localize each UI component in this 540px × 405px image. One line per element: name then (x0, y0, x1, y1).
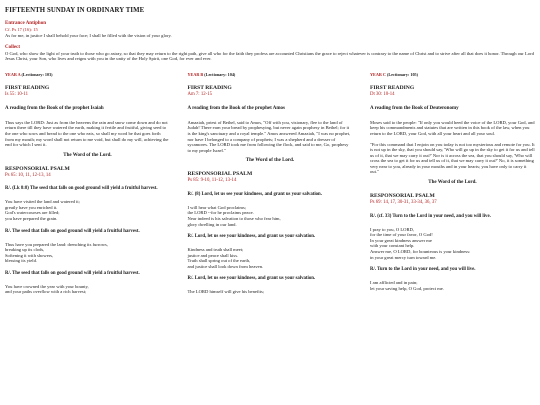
entrance-antiphon (5, 21, 535, 38)
first-reading-title: A reading from the Book of the prophet Amos (187, 105, 286, 111)
year-header (188, 72, 353, 77)
psalm-verse: I will hear what God proclaims; the LORD --for he proclaims peace. Near indeed is his salvation to those who fear him, glory dwelling in our land. (187, 204, 281, 227)
first-reading-ref: Am 7: 12-15 (187, 91, 213, 97)
psalm-verse: Kindness and truth shall meet; justice and peace shall kiss. Truth shall spring out of the earth, and justice shall look down from heaven. (187, 247, 264, 269)
year-label: YEAR C (370, 71, 386, 77)
psalm-ref: Ps 69: 14, 17, 30-31, 33-34, 36, 37 (370, 199, 437, 205)
entrance-antiphon-ref: Cf. Ps 17 (16): 15 (5, 27, 38, 33)
psalm-response: R/. Turn to the Lord in your need, and you will live. (370, 267, 476, 273)
entrance-antiphon-text: As for me, in justice I shall behold your face; I shall be filled with the vision of your glory. (5, 32, 172, 38)
psalm-verse: I am afflicted and in pain; let your saving help, O God, protect me. (370, 280, 444, 291)
collect-text: O God, who show the light of your truth to those who go astray, so that they may return to the right path, give all who for the faith they profess are accounted Christians the grace to reject whatever is contrary to the name of Christ and to strive after all that does it honor. Through our Lord Jesus Christ, your Son, who lives and reigns with you in the unity of the Holy Spirit, one God, for ever and ever. (5, 50, 534, 62)
readings-columns (5, 72, 535, 302)
first-reading-paragraph: "For this command that I enjoin on you today is not too mysterious and remote for you. It is not up in the sky, that you should say, 'Who will go up in the sky to get it for us and tell us of it, that we may carry it out?' Nor is it across the sea, that you should say, 'Who will cross the sea to get it for us and tell us of it, that we may carry it out?' No, it is something very near to you, already in your mouths and in your hearts; you have only to carry it out." (370, 141, 535, 175)
first-reading-ref: Is 55: 10-11 (5, 91, 29, 97)
psalm-response: R/. The seed that falls on good ground will yield a fruitful harvest. (5, 228, 140, 234)
psalm-heading: RESPONSORIAL PSALM (5, 165, 70, 172)
entrance-antiphon-label: Entrance Antiphon (5, 21, 46, 27)
column-year-b (188, 72, 353, 302)
psalm-response: R/. Lord, let us see your kindness, and grant us your salvation. (187, 234, 316, 240)
year-header (5, 72, 170, 77)
year-label: YEAR A (5, 71, 21, 77)
first-reading-heading: FIRST READING (5, 84, 50, 91)
lectionary-page (5, 5, 535, 302)
psalm-ref: Ps 65: 10, 11, 12-13, 14 (5, 172, 51, 178)
psalm-verse: I pray to you, O LORD, for the time of your favor, O God! In your great kindness answer me with your constant help. Answer me, O LORD, for bounteous is your kindness: in your great mercy turn toward me. (370, 226, 471, 260)
column-year-c (370, 72, 535, 302)
word-of-the-lord: The Word of the Lord. (428, 180, 477, 186)
first-reading-paragraph: Amaziah, priest of Bethel, said to Amos, "Off with you, visionary, flee to the land of Judah! There earn your bread by prophesying, but never again prophesy in Bethel; for it is the king's sanctuary and a royal temple." Amos answered Amaziah, "I was no prophet, nor have I belonged to a company of prophets; I was a shepherd and a dresser of sycamores. The LORD took me from following the flock, and said to me, Go, prophesy to my people Israel." (187, 119, 351, 153)
lectionary-number: (Lectionary: 104) (204, 71, 236, 77)
column-year-a (5, 72, 170, 302)
psalm-verse: Thus have you prepared the land: drenching its furrows, breaking up its clods, Softening it with showers, blessing its yield. (5, 241, 108, 264)
year-header (370, 72, 535, 77)
word-of-the-lord: The Word of the Lord. (245, 158, 295, 164)
lectionary-number: (Lectionary: 103) (21, 71, 53, 77)
word-of-the-lord: The Word of the Lord. (63, 152, 112, 158)
first-reading-heading: FIRST READING (370, 84, 415, 91)
psalm-verse: You have crowned the year with your bounty, and your paths overflow with a rich harvest; (5, 283, 89, 295)
psalm-response: R/. (cf. 33) Turn to the Lord in your need, and you will live. (370, 213, 491, 219)
first-reading-ref: Dt 30: 10-14 (370, 91, 395, 97)
first-reading-title: A reading from the Book of Deuteronomy (370, 105, 459, 111)
psalm-verse: The LORD himself will give his benefits; (187, 289, 265, 295)
psalm-response: R/. Lord, let us see your kindness, and grant us your salvation. (187, 276, 316, 282)
psalm-verse: You have visited the land and watered it; greatly have you enriched it. God's watercourses are filled; you have prepared the grain. (5, 199, 80, 222)
year-label: YEAR B (187, 71, 204, 77)
first-reading-heading: FIRST READING (187, 84, 232, 91)
psalm-response: R/. The seed that falls on good ground will yield a fruitful harvest. (5, 270, 140, 276)
psalm-heading: RESPONSORIAL PSALM (370, 193, 435, 200)
first-reading-title: A reading from the Book of the prophet Isaiah (5, 105, 104, 111)
psalm-heading: RESPONSORIAL PSALM (187, 171, 253, 178)
psalm-response: R/. (8) Lord, let us see your kindness, and grant us your salvation. (187, 192, 322, 198)
psalm-ref: Ps 85: 9-10, 11-12, 13-14 (187, 178, 237, 184)
lectionary-number: (Lectionary: 105) (386, 71, 419, 77)
collect-label: Collect (5, 44, 20, 50)
psalm-response: R/. (Lk 8:8) The seed that falls on good ground will yield a fruitful harvest. (5, 186, 158, 192)
collect (5, 45, 535, 62)
first-reading-paragraph: Moses said to the people: "If only you would heed the voice of the LORD, your God, and keep his commandments and statutes that are written in this book of the law, when you return to the LORD, your God, with all your heart and all your soul. (370, 119, 535, 136)
first-reading-paragraph: Thus says the LORD: Just as from the heavens the rain and snow come down and do not return there till they have watered the earth, making it fertile and fruitful, giving seed to the one who sows and bread to the one who eats, so shall my word be that goes forth from my mouth; my word shall not return to me void, but shall do my will, achieving the end for which I sent it. (5, 119, 169, 148)
page-title: FIFTEENTH SUNDAY IN ORDINARY TIME (5, 7, 145, 14)
